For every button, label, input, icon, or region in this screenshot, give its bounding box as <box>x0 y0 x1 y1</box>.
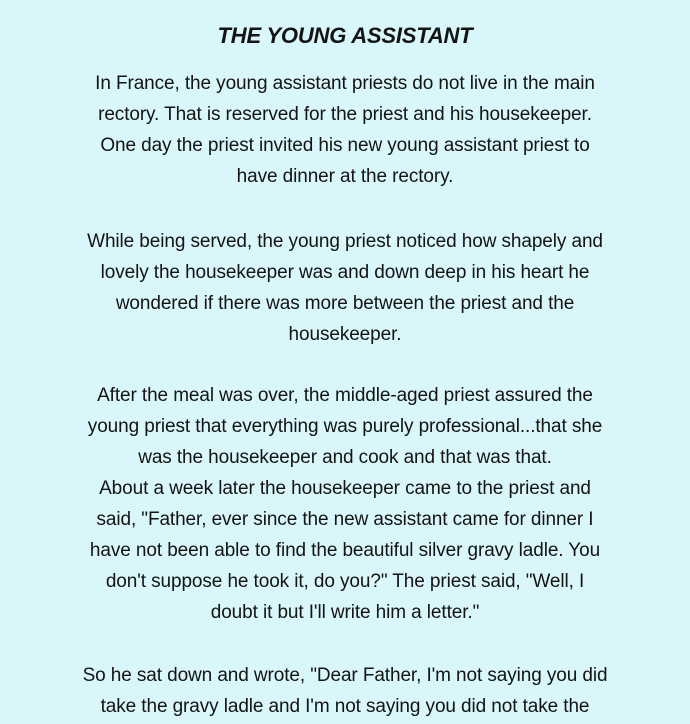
paragraph-line: After the meal was over, the middle-aged priest assured the <box>97 385 593 406</box>
paragraph-4 <box>20 660 670 722</box>
paragraph-line: lovely the housekeeper was and down deep in his heart he <box>100 262 590 283</box>
paragraph-line: wondered if there was more between the priest and the <box>115 293 575 314</box>
paragraph-line: While being served, the young priest noticed how shapely and <box>87 231 603 252</box>
paragraph-1 <box>20 68 670 192</box>
story-title: THE YOUNG ASSISTANT <box>217 23 473 48</box>
paragraph-line: rectory. That is reserved for the priest and his housekeeper. <box>98 104 592 125</box>
paragraph-line: One day the priest invited his new young assistant priest to <box>100 135 590 156</box>
paragraph-line: have not been able to find the beautiful silver gravy ladle. You <box>89 540 601 561</box>
paragraph-line: About a week later the housekeeper came to the priest and <box>99 478 591 499</box>
paragraph-line: young priest that everything was purely professional...that she <box>87 416 603 437</box>
paragraph-line: So he sat down and wrote, "Dear Father, I'm not saying you did <box>82 665 608 686</box>
paragraph-line: take the gravy ladle and I'm not saying you did not take the <box>100 696 590 717</box>
paragraph-line: don't suppose he took it, do you?" The priest said, "Well, I <box>105 571 585 592</box>
paragraph-line: housekeeper. <box>288 324 402 345</box>
paragraph-3 <box>20 380 670 628</box>
paragraph-line: said, "Father, ever since the new assistant came for dinner I <box>96 509 594 530</box>
paragraph-line: was the housekeeper and cook and that was that. <box>138 447 552 468</box>
paragraph-line: have dinner at the rectory. <box>236 166 454 187</box>
paragraph-line: doubt it but I'll write him a letter." <box>210 602 480 623</box>
paragraph-2 <box>20 226 670 350</box>
paragraph-line: In France, the young assistant priests do not live in the main <box>95 73 595 94</box>
